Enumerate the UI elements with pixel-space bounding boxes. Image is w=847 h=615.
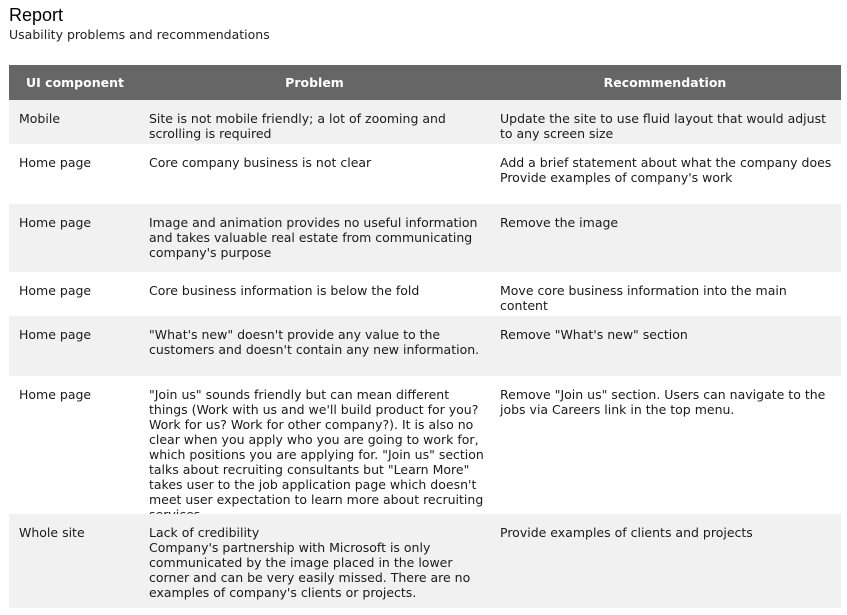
cell-recommendation: Provide examples of clients and projects — [500, 525, 753, 540]
cell-problem: Lack of credibility Company's partnership with Microsoft is only communicated by the image placed in the lower corner and can be very easily missed. There are no examples of company's clients or projects. — [149, 525, 471, 600]
cell-component: Home page — [19, 155, 92, 170]
cell-problem: Core company business is not clear — [149, 155, 372, 170]
table-header — [9, 65, 841, 100]
cell-component: Home page — [19, 283, 92, 298]
table-row — [9, 514, 841, 608]
header-ui-component: UI component — [26, 75, 124, 90]
cell-component: Mobile — [19, 111, 61, 126]
cell-recommendation: Update the site to use fluid layout that would adjust to any screen size — [500, 111, 826, 141]
header-recommendation: Recommendation — [603, 75, 727, 90]
cell-problem: "What's new" doesn't provide any value to the customers and doesn't contain any new information. — [149, 327, 480, 357]
report-title: Report — [9, 5, 64, 25]
cell-problem: "Join us" sounds friendly but can mean different things (Work with us and we'll build product for you? Work for us? Work for other company?). It is also no clear when you apply who you are going to work for, which positions you are applying for. "Join us" section talks about recruiting consultants but "Learn More" takes user to the job application page which doesn't meet user expectation to learn more about recruiting — [149, 387, 484, 507]
usability-table — [9, 65, 841, 608]
cell-problem: Core business information is below the fold — [149, 283, 420, 298]
header-problem: Problem — [285, 75, 344, 90]
report-subtitle: Usability problems and recommendations — [9, 27, 270, 42]
cell-recommendation: Move core business information into the main content — [500, 283, 787, 313]
table-row — [9, 144, 841, 204]
cell-recommendation: Remove the image — [500, 215, 619, 230]
table-row — [9, 376, 841, 514]
table-row — [9, 316, 841, 376]
cell-recommendation: Add a brief statement about what the company does Provide examples of company's work — [500, 155, 832, 185]
cell-component: Whole site — [19, 525, 85, 540]
table-row — [9, 100, 841, 144]
cell-recommendation: Remove "What's new" section — [500, 327, 688, 342]
cell-component: Home page — [19, 387, 92, 402]
cell-problem: Site is not mobile friendly; a lot of zooming and scrolling is required — [149, 111, 446, 141]
cell-problem: Image and animation provides no useful information and takes valuable real estate from communicating company's purpose — [149, 215, 478, 260]
cell-component: Home page — [19, 215, 92, 230]
table-row — [9, 204, 841, 272]
table-row — [9, 272, 841, 316]
cell-component: Home page — [19, 327, 92, 342]
cell-recommendation: Remove "Join us" section. Users can navigate to the jobs via Careers link in the top menu. — [500, 387, 826, 417]
